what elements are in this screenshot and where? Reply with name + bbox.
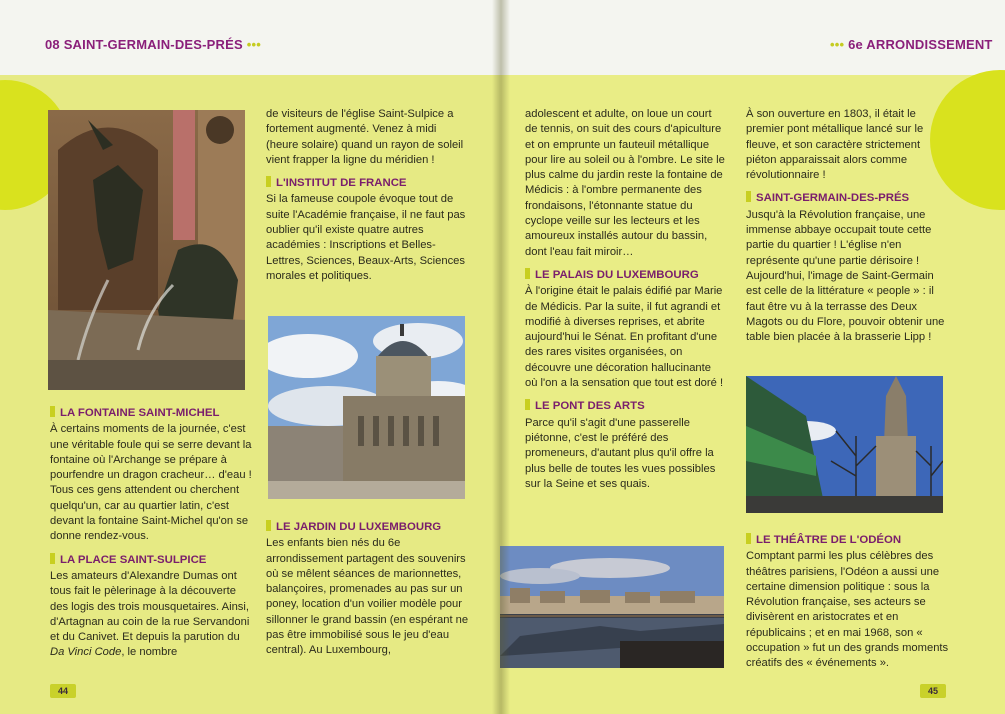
left-page <box>0 0 500 714</box>
section-text: Les enfants bien nés du 6e arrondissement partagent des souvenirs où se mêlent séances de marionnettes, balançoires, promenades au pas sur un poney, location d'un voilier modèle pour sillonner le grand bassin (en espérant ne pas être immobilisé sous le jeu d'eau central). Au Luxembourg, <box>266 537 469 657</box>
section-heading <box>50 406 255 421</box>
right-page <box>500 0 1005 714</box>
intro-text: À son ouverture en 1803, il était le premier pont métallique lancé sur le fleuve, et son caractère strictement piéton apparaissait alors comme révolutionnaire ! <box>746 108 924 182</box>
section-title: LE PALAIS DU LUXEMBOURG <box>535 268 699 281</box>
page-number: 45 <box>920 684 946 698</box>
section-text: À certains moments de la journée, c'est une véritable foule qui se serre devant la fontaine où l'Archange se prépare à pourfendre un dragon cracheur… d'eau ! Tous ces gens attendent ou cherchent quelqu'un, car au quartier latin, c'est devant la fontaine Saint-Michel qu'on se donne rendez-vous. <box>50 423 252 543</box>
page-number: 44 <box>50 684 76 698</box>
pont-des-arts-photo <box>500 546 724 668</box>
section-text: Comptant parmi les plus célèbres des théâtres parisiens, l'Odéon a aussi une certaine dimension politique : sous la Révolution française, ses acteurs se divisèrent en aristocrates et en républicains ; et en mai 1968, son « occupation » fut un des grands moments créatifs des « événements ». <box>746 550 949 670</box>
section-heading <box>746 191 951 206</box>
chapter-number: 08 <box>45 37 60 52</box>
section-text: À l'origine était le palais édifié par Marie de Médicis. Par la suite, il fut agrandi et modifié à diverses reprises, et abrite aujourd'hui le Sénat. En profitant d'une des rares visites organisées, on découvre une décoration hallucinante où l'on a la sensation que tout est doré ! <box>525 285 724 390</box>
chapter-title: SAINT-GERMAIN-DES-PRÉS <box>63 37 243 52</box>
section-title: LA FONTAINE SAINT-MICHEL <box>60 407 220 419</box>
section-text: Parce qu'il s'agit d'une passerelle piétonne, c'est le préféré des promeneurs, d'autant plus qu'il offre la plus belle de toutes les vues possibles sur la Seine et ses quais. <box>525 416 716 490</box>
section-title: LE PONT DES ARTS <box>535 400 645 413</box>
left-column-1 <box>50 398 255 661</box>
section-heading <box>266 520 471 535</box>
section-title: LE THÉÂTRE DE L'ODÉON <box>756 534 902 546</box>
saint-germain-photo <box>746 376 943 513</box>
section-heading <box>525 399 725 414</box>
section-title: L'INSTITUT DE FRANCE <box>276 177 407 190</box>
section-heading-right <box>830 37 993 52</box>
section-text: Jusqu'à la Révolution française, une immense abbaye occupait toute cette partie du quartier ! L'église n'en représente qu'une partie dérisoire ! Aujourd'hui, l'image de Saint-Germain est celle de la littérature « people » : il faut être vu à la terrasse des Deux Magots ou du Flore, pouvoir obtenir une table bien placée à la brasserie Lipp ! <box>746 208 945 344</box>
section-heading <box>266 176 471 191</box>
section-text <box>50 569 255 661</box>
right-page-header <box>500 0 1005 75</box>
left-column-2-top <box>266 107 471 284</box>
book-title: Da Vinci Code <box>50 646 122 659</box>
section-text: Si la fameuse coupole évoque tout de suite l'Académie française, il ne faut pas oublier qu'il existe quatre autres académies : Inscriptions et Belles-Lettres, Sciences, Beaux-Arts, Sciences morales et politiques. <box>266 193 466 282</box>
section-title: LA PLACE SAINT-SULPICE <box>60 553 207 566</box>
section-title: LE JARDIN DU LUXEMBOURG <box>276 521 442 533</box>
institut-de-france-photo <box>268 316 465 499</box>
book-spine-shadow <box>492 0 510 714</box>
arrondissement-title: 6e ARRONDISSEMENT <box>848 37 993 52</box>
chapter-heading <box>45 37 261 52</box>
right-column-2-top <box>746 107 951 345</box>
left-page-header <box>0 0 500 75</box>
section-heading <box>525 268 725 283</box>
text-part: , le nombre <box>121 646 178 659</box>
section-heading <box>746 533 951 548</box>
fontaine-saint-michel-photo <box>48 110 245 390</box>
heading-dots: ••• <box>830 37 845 52</box>
left-column-2-bottom <box>266 512 471 659</box>
text-part: Les amateurs d'Alexandre Dumas ont tous fait le pèlerinage à la découverte des logis des trois mousquetaires. Ainsi, d'Artagnan au coin de la rue Servandoni et du Canivet. Et depuis la parution du <box>50 569 250 644</box>
heading-dots: ••• <box>246 37 261 52</box>
intro-text: adolescent et adulte, on loue un court de tennis, on suit des cours d'apiculture et on emprunte un fauteuil métallique pour lire au soleil ou à l'ombre. Le site le plus calme du jardin reste la fontaine de Médicis : à l'ombre permanente des frondaisons, l'étonnante statue du cyclope veille sur les lecteurs et les amoureux installés autour du bassin, dont l'eau fait miroir… <box>525 108 725 258</box>
section-heading <box>50 553 255 568</box>
section-title: SAINT-GERMAIN-DES-PRÉS <box>756 192 910 205</box>
right-column-2-bottom <box>746 525 951 672</box>
right-column-1 <box>525 107 725 492</box>
intro-text: de visiteurs de l'église Saint-Sulpice a fortement augmenté. Venez à midi (heure solaire) quand un rayon de soleil vient frapper la ligne du méridien ! <box>266 108 464 166</box>
